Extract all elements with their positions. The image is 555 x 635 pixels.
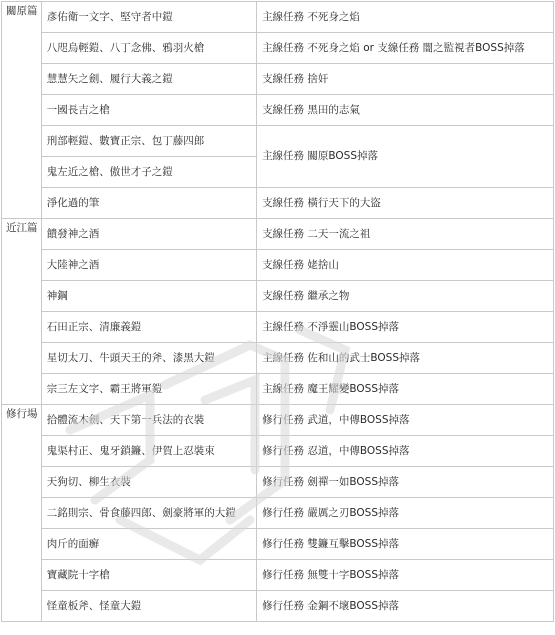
table-row <box>2 498 554 529</box>
table-row <box>2 529 554 560</box>
source-cell: 修行任務 劍禪一如BOSS掉落 <box>257 467 554 498</box>
item-cell: 怪童板斧、怪童大鎧 <box>41 591 256 622</box>
source-cell: 修行任務 嚴厲之刃BOSS掉落 <box>257 498 554 529</box>
item-cell: 神鋼 <box>41 281 256 312</box>
source-cell: 主線任務 不死身之焰 or 支線任務 闇之監視者BOSS掉落 <box>257 33 554 64</box>
source-cell: 支線任務 黑田的志氣 <box>257 95 554 126</box>
item-cell: 拾體流木劍、天下第一兵法的衣裝 <box>41 405 256 436</box>
item-cell: 鬼左近之槍、傲世才子之鎧 <box>41 157 256 188</box>
source-cell: 支線任務 二天一流之祖 <box>257 219 554 250</box>
item-cell: 彥佑衛一文字、堅守者中鎧 <box>41 2 256 33</box>
item-cell: 一國長吉之槍 <box>41 95 256 126</box>
item-cell: 二銘則宗、骨食藤四郎、劍豪將軍的大鎧 <box>41 498 256 529</box>
table-row <box>2 374 554 405</box>
table-row <box>2 95 554 126</box>
table-row <box>2 219 554 250</box>
table-row <box>2 560 554 591</box>
source-cell: 支線任務 橫行天下的大盜 <box>257 188 554 219</box>
item-cell: 石田正宗、清廉義鎧 <box>41 312 256 343</box>
source-cell: 修行任務 忍道，中傳BOSS掉落 <box>257 436 554 467</box>
item-cell: 大陸神之酒 <box>41 250 256 281</box>
source-cell: 修行任務 武道，中傳BOSS掉落 <box>257 405 554 436</box>
table-row <box>2 188 554 219</box>
source-cell: 主線任務 不淨靈山BOSS掉落 <box>257 312 554 343</box>
table-row <box>2 591 554 622</box>
table-row <box>2 281 554 312</box>
table-row <box>2 467 554 498</box>
source-cell: 主線任務 魔王耀變BOSS掉落 <box>257 374 554 405</box>
table-row <box>2 405 554 436</box>
source-cell: 主線任務 關原BOSS掉落 <box>257 126 554 188</box>
source-cell: 修行任務 雙鐮互擊BOSS掉落 <box>257 529 554 560</box>
source-cell: 主線任務 不死身之焰 <box>257 2 554 33</box>
table-row <box>2 343 554 374</box>
item-cell: 天狗切、柳生衣裝 <box>41 467 256 498</box>
source-cell: 修行任務 金鋼不壞BOSS掉落 <box>257 591 554 622</box>
section-label-training: 修行場 <box>2 405 42 622</box>
item-source-table <box>1 1 554 622</box>
item-cell: 刑部輕鎧、數寶正宗、包丁藤四郎 <box>41 126 256 157</box>
item-cell: 八咫烏輕鎧、八丁念佛、鴉羽火槍 <box>41 33 256 64</box>
source-cell: 修行任務 無雙十字BOSS掉落 <box>257 560 554 591</box>
item-cell: 宗三左文字、霸王將軍鎧 <box>41 374 256 405</box>
item-cell: 星切太刀、牛頭天王的斧、漆黑大鎧 <box>41 343 256 374</box>
table-row <box>2 126 554 157</box>
source-cell: 主線任務 佐和山的武士BOSS掉落 <box>257 343 554 374</box>
section-label-sekigahara: 關原篇 <box>2 2 42 219</box>
item-cell: 慧慧矢之劍、履行大義之鎧 <box>41 64 256 95</box>
source-cell: 支線任務 姥捨山 <box>257 250 554 281</box>
table-row <box>2 33 554 64</box>
table-row <box>2 2 554 33</box>
item-cell: 饋發神之酒 <box>41 219 256 250</box>
table-row <box>2 64 554 95</box>
item-cell: 肉斤的面癬 <box>41 529 256 560</box>
item-cell: 鬼渠村正、鬼牙鎖鐮、伊賀上忍裝束 <box>41 436 256 467</box>
source-cell: 支線任務 捨奸 <box>257 64 554 95</box>
table-row <box>2 312 554 343</box>
table-row <box>2 250 554 281</box>
item-cell: 淨化過的筆 <box>41 188 256 219</box>
section-label-omi: 近江篇 <box>2 219 42 405</box>
table-row <box>2 436 554 467</box>
source-cell: 支線任務 繼承之物 <box>257 281 554 312</box>
item-cell: 寶藏院十字槍 <box>41 560 256 591</box>
